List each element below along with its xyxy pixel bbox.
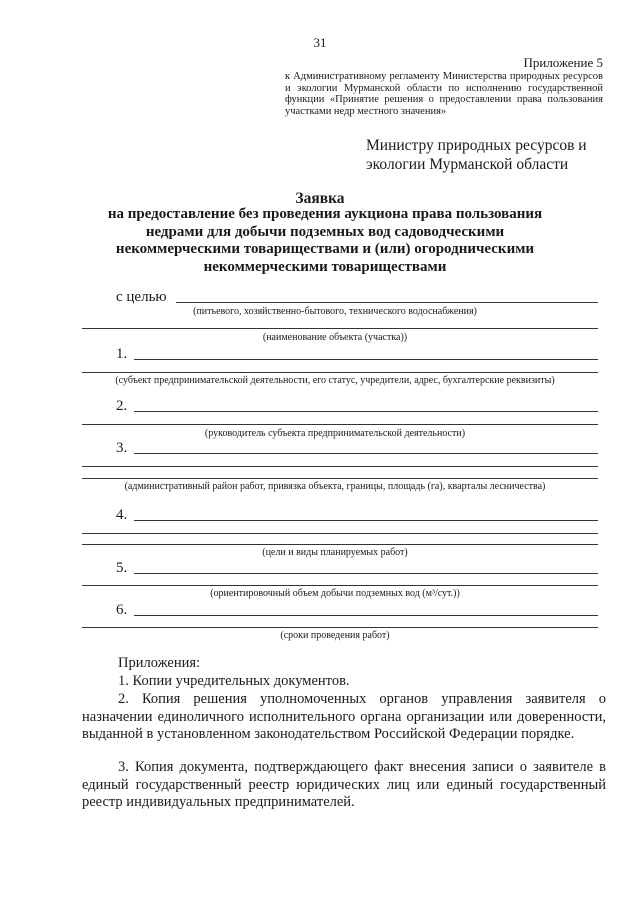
addressee: Министру природных ресурсов и экологии Мурманской области <box>366 137 587 173</box>
item-4-caption: (цели и виды планируемых работ) <box>262 547 408 558</box>
item-6-field-line-2[interactable] <box>82 627 598 628</box>
purpose-label: с целью <box>116 289 167 305</box>
item-5-field-line-2[interactable] <box>82 585 598 586</box>
object-name-field[interactable] <box>82 328 598 329</box>
attachments-heading: Приложения: <box>118 655 201 671</box>
page-number: 31 <box>313 35 327 50</box>
item-1-number: 1. <box>116 346 128 362</box>
item-1-field-line-2[interactable] <box>82 372 598 373</box>
item-4-field-line-2[interactable] <box>82 533 598 534</box>
item-3-caption: (административный район работ, привязка объекта, границы, площадь (га), кварталы лесничества) <box>124 481 546 492</box>
item-2-field-line-2[interactable] <box>82 424 598 425</box>
annex-reference: к Административному регламенту Министерства природных ресурсов и экологии Мурманской области по исполнению государственной функции «Принятие решения о предоставлении права пользования участками недр местного значения» <box>285 71 603 117</box>
item-5-field[interactable] <box>134 573 598 574</box>
item-6-number: 6. <box>116 602 128 618</box>
item-1-field[interactable] <box>134 359 598 360</box>
attachment-item-2: 2. Копия решения уполномоченных органов управления заявителя о назначении единоличного исполнительного органа организации или доверенности, выданной в установленном законодательством Российской Федерации порядке. <box>82 691 606 742</box>
document-title: Заявка <box>295 190 345 207</box>
annex-title: Приложение 5 <box>523 55 603 70</box>
item-2-field[interactable] <box>134 411 598 412</box>
item-4-field-line-3[interactable] <box>82 544 598 545</box>
item-6-caption: (сроки проведения работ) <box>280 630 390 641</box>
object-caption: (наименование объекта (участка)) <box>262 332 408 343</box>
item-4-field[interactable] <box>134 520 598 521</box>
item-5-caption: (ориентировочный объем добычи подземных вод (м³/сут.)) <box>210 588 460 599</box>
item-4-number: 4. <box>116 507 128 523</box>
purpose-caption: (питьевого, хозяйственно-бытового, технического водоснабжения) <box>193 306 477 317</box>
item-5-number: 5. <box>116 560 128 576</box>
item-3-field-line-3[interactable] <box>82 478 598 479</box>
item-2-caption: (руководитель субъекта предпринимательской деятельности) <box>204 428 466 439</box>
item-3-number: 3. <box>116 440 128 456</box>
attachment-item-3: 3. Копия документа, подтверждающего факт внесения записи о заявителе в единый государственный реестр юридических лиц или единый государственный реестр индивидуальных предпринимателей. <box>82 759 606 810</box>
item-6-field[interactable] <box>134 615 598 616</box>
item-3-field[interactable] <box>134 453 598 454</box>
item-3-field-line-2[interactable] <box>82 466 598 467</box>
item-2-number: 2. <box>116 398 128 414</box>
item-1-caption: (субъект предпринимательской деятельности, его статус, учредители, адрес, бухгалтерские реквизиты) <box>115 375 555 386</box>
purpose-field[interactable] <box>176 302 598 303</box>
attachment-item-1: 1. Копии учредительных документов. <box>118 673 350 689</box>
document-subtitle: на предоставление без проведения аукциона права пользования недрами для добычи подземных вод садоводческими некоммерческими товариществами и (или) огородническими некоммерческими товариществами <box>107 206 543 275</box>
